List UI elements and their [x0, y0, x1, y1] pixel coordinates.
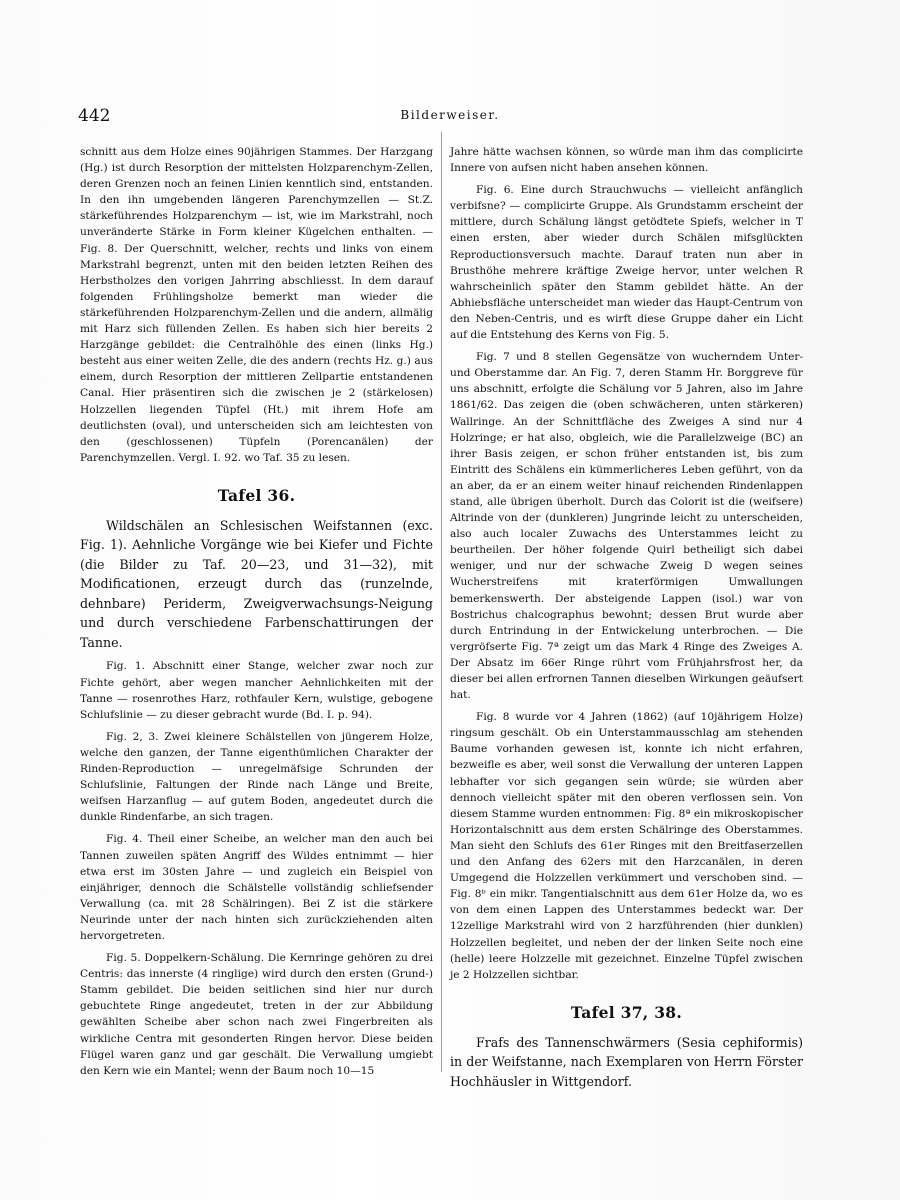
paragraph-fig-2-3: Fig. 2, 3. Zwei kleinere Schälstellen von jüngerem Holze, welche den ganzen, der Tanne eigenthümlichen Charakter der Rinden-Reproduction — unregelmäfsige Schrunden der Schlufslinie, Faltungen der Rinde nach Länge und Breite, weifsen Harzanflug — auf gutem Boden, angedeutet durch die dunkle Rindenfarbe, an sich tragen.: [80, 730, 433, 824]
page-header: [70, 106, 830, 128]
running-title: Bilderweiser.: [400, 108, 500, 122]
right-column: [450, 144, 803, 1097]
paragraph-fig-1: Fig. 1. Abschnitt einer Stange, welcher zwar noch zur Fichte gehört, aber wegen mancher Aehnlichkeiten mit der Tanne — rosenrothes Harz, rothfauler Kern, wulstige, gebogene Schlufslinie — zu dieser gebracht wurde (Bd. I. p. 94).: [80, 660, 433, 721]
section-lead-tafel-36: Wildschälen an Schlesischen Weifstannen (exc. Fig. 1). Aehnliche Vorgänge wie bei Kiefer und Fichte (die Bilder zu Taf. 20—23, und 31—32), mit Modificationen, erzeugt durch das (runzelnde, dehnbare) Periderm, Zweigverwachsungs-Neigung und durch verschiedene Farbenschattirungen der Tanne.: [80, 517, 433, 650]
section-heading-tafel-36: Tafel 36.: [217, 485, 296, 505]
column-divider: [441, 132, 442, 1072]
paragraph-fig-8: Fig. 8 wurde vor 4 Jahren (1862) (auf 10jährigem Holze) ringsum geschält. Ob ein Unterstammausschlag am stehenden Baume vorhanden gewesen ist, konnte ich nicht erfahren, bezweifle es aber, weil sonst die Verwallung der unteren Lappen lebhafter vor sich gegangen sein würde; sie würden aber dennoch vielleicht später mit den oberen verflossen sein. Von diesem Stamme wurden entnommen: Fig. 8ª ein mikroskopischer Horizontalschnitt aus dem ersten Schälringe des Oberstammes. Man sieht den Schlufs des 61er Ringes mit den Breitfaserzellen und den Anfang des 62ers mit den Harzcanälen, in deren Umgegend die Holzzellen verkümmert und verschoben sind. — Fig. 8ᵇ ein mikr. Tangentialschnitt aus dem 61er Holze da, wo es von dem einen Lappen des Unterstammes bedeckt war. Der 12zellige Markstrahl wird von 2 harzführenden (hier dunklen) Holzzellen begleitet, und neben der der linken Seite noch eine (helle) leere Holzzelle mit gezeichnet. Einzelne Tüpfel zwischen je 2 Holzzellen sichtbar.: [450, 711, 803, 981]
section-lead-tafel-37-38: Frafs des Tannenschwärmers (Sesia cephiformis) in der Weifstanne, nach Exemplaren von Herrn Förster Hochhäusler in Wittgendorf.: [450, 1034, 803, 1089]
paragraph-fig-4: Fig. 4. Theil einer Scheibe, an welcher man den auch bei Tannen zuweilen späten Angriff des Wildes entnimmt — hier etwa erst im 30sten Jahre — und zugleich ein Beispiel von einjähriger, dennoch die Schälstelle vollständig schliefsender Verwallung (ca. mit 28 Schälringen). Bei Z ist die stärkere Neurinde unter der nach hinten sich zurückziehenden alten hervorgetreten.: [80, 833, 433, 942]
section-heading-tafel-37-38: Tafel 37, 38.: [570, 1002, 683, 1022]
paragraph-fig-7-8: Fig. 7 und 8 stellen Gegensätze von wucherndem Unter- und Oberstamme dar. An Fig. 7, deren Stamm Hr. Borggreve für uns abschnitt, erfolgte die Schälung vor 5 Jahren, also im Jahre 1861/62. Das zeigen die (oben schwächeren, unten stärkeren) Wallringe. An der Schnittfläche des Zweiges A sind nur 4 Holzringe; er hat also, obgleich, wie die Parallelzweige (BC) an ihrer Basis zeigen, er schon früher entstanden ist, bis zum Eintritt des Schälens ein kümmerlicheres Leben geführt, von da an aber, da er an einem weiter hinauf reichenden Rindenlappen stand, alle übrigen überholt. Durch das Colorit ist die (weifsere) Altrinde von der (dunkleren) Jungrinde leicht zu unterscheiden, also auch localer Zuwachs des Unterstammes leicht zu beurtheilen. Der höher folgende Quirl betheiligt sich dabei weniger, und nur der schwache Zweig D wegen seines Wucherstreifens mit kraterförmigen Umwallungen bemerkenswerth. Der absteigende Lappen (isol.) war von Bostrichus chalcographus bewohnt; dessen Brut wurde aber durch Entrindung in der Entwickelung unterbrochen. — Die vergröfserte Fig. 7ª zeigt um das Mark 4 Ringe des Zweiges A. Der Absatz im 66er Ringe rührt vom Frühjahrsfrost her, da dieser bei allen erfrornen Tannen dieselben Wirkungen geäufsert hat.: [450, 351, 803, 702]
paragraph-fig-5: Fig. 5. Doppelkern-Schälung. Die Kernringe gehören zu drei Centris: das innerste (4 ringlige) wird durch den ersten (Grund-) Stamm gebildet. Die beiden seitlichen sind hier nur durch gebuchtete Ringe angedeutet, treten in der zur Abbildung gewählten Scheibe aber schon nach zwei Fingerbreiten als wirkliche Centra mit gesonderten Ringen hervor. Diese beiden Flügel waren ganz und gar geschält. Die Verwallung umgiebt den Kern wie ein Mantel; wenn der Baum noch 10—15: [80, 952, 433, 1077]
page-number: 442: [78, 106, 111, 126]
paragraph-fig-6: Fig. 6. Eine durch Strauchwuchs — vielleicht anfänglich verbifsne? — complicirte Gruppe. Als Grundstamm erscheint der mittlere, durch Schälung längst getödtete Spiefs, welcher in T einen ersten, aber wieder durch Schälen mifsglückten Reproductionsversuch machte. Darauf traten nun aber in Brusthöhe mehrere kräftige Zweige hervor, unter welchen R wahrscheinlich später den Stamm gebildet hätte. An der Abhiebsfläche unterscheidet man wieder das Haupt-Centrum von den Neben-Centris, und es wirft diese Gruppe daher ein Licht auf die Entstehung des Kerns von Fig. 5.: [450, 184, 803, 342]
left-column: [80, 144, 433, 1085]
paragraph-continuation-right: Jahre hätte wachsen können, so würde man ihm das complicirte Innere von aufsen nicht haben ansehen können.: [450, 146, 803, 175]
paragraph-continuation: schnitt aus dem Holze eines 90jährigen Stammes. Der Harzgang (Hg.) ist durch Resorption der mittelsten Holzparenchym-Zellen, deren Grenzen noch an feinen Linien kenntlich sind, entstanden. In den ihn umgebenden längeren Parenchymzellen — St.Z. stärkeführendes Holzparenchym — ist, wie im Markstrahl, noch unveränderte Stärke in Form kleiner Kügelchen enthalten. — Fig. 8. Der Querschnitt, welcher, rechts und links von einem Markstrahl begrenzt, unten mit den beiden letzten Reihen des Herbstholzes den vorigen Jahrring abschliesst. In dem darauf folgenden Frühlingsholze bemerkt man wieder die stärkeführenden Holzparenchym-Zellen und die andern, allmälig mit Harz sich füllenden Zellen. Es haben sich hier bereits 2 Harzgänge gebildet: die Centralhöhle des einen (links Hg.) besteht aus einer weiten Zelle, die des andern (rechts Hz. g.) aus einem, durch Resorption der mittleren Zellpartie entstandenen Canal. Hier präsentiren sich die zwischen je 2 (stärkelosen) Holzzellen liegenden Tüpfel (Ht.) mit ihrem Hofe am deutlichsten (oval), und unterscheiden sich am leichtesten von den (geschlossenen) Tüpfeln (Porencanälen) der Parenchymzellen. Vergl. I. 92. wo Taf. 35 zu lesen.: [80, 146, 433, 464]
